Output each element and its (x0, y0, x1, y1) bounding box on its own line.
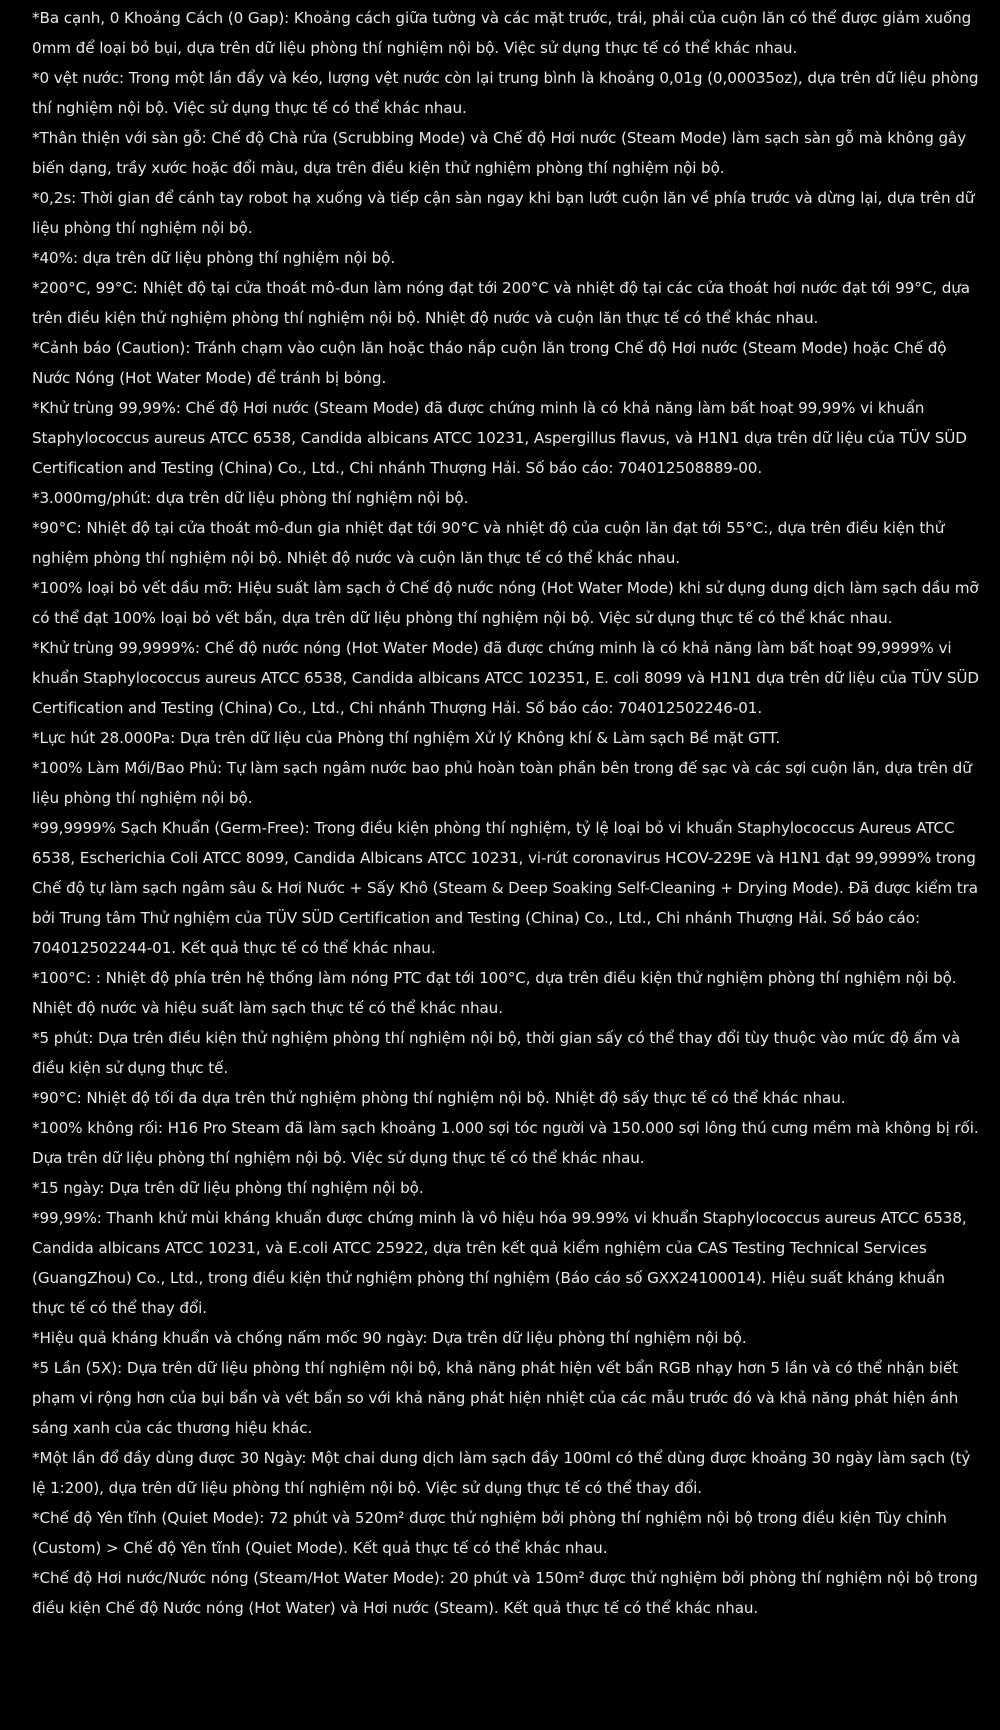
footnote-steam-sterilization: *Khử trùng 99,99%: Chế độ Hơi nước (Steam Mode) đã được chứng minh là có khả năng làm bất hoạt 99,99% vi khuẩn Staphylococcus aureus ATCC 6538, Candida albicans ATCC 10231, Aspergillus flavus, và H1N1 dựa trên dữ liệu của TÜV SÜD Certification and Testing (China) Co., Ltd., Chi nhánh Thượng Hải. Số báo cáo: 704012508889-00. (32, 399, 967, 477)
footnote-fifteen-days: *15 ngày: Dựa trên dữ liệu phòng thí nghiệm nội bộ. (32, 1179, 424, 1197)
footnote-ninety-day-antibacterial: *Hiệu quả kháng khuẩn và chống nấm mốc 90 ngày: Dựa trên dữ liệu phòng thí nghiệm nội bộ. (32, 1329, 747, 1347)
footnote-full-coverage: *100% Làm Mới/Bao Phủ: Tự làm sạch ngâm nước bao phủ hoàn toàn phần bên trong đế sạc và các sợi cuộn lăn, dựa trên dữ liệu phòng thí nghiệm nội bộ. (32, 759, 972, 807)
footnote-steam-temperature: *200°C, 99°C: Nhiệt độ tại cửa thoát mô-đun làm nóng đạt tới 200°C và nhiệt độ tại các cửa thoát hơi nước đạt tới 99°C, dựa trên điều kiện thử nghiệm phòng thí nghiệm nội bộ. Nhiệt độ nước và cuộn lăn thực tế có thể khác nhau. (32, 279, 971, 327)
footnote-dirt-detection: *5 Lần (5X): Dựa trên dữ liệu phòng thí nghiệm nội bộ, khả năng phát hiện vết bẩn RGB nhạy hơn 5 lần và có thể nhận biết phạm vi rộng hơn của bụi bẩn và vết bẩn so với khả năng phát hiện nhiệt của các mẫu trước đó và khả năng phát hiện ánh sáng xanh của các thương hiệu khác. (32, 1359, 959, 1437)
footnote-zero-water-streaks: *0 vệt nước: Trong một lần đẩy và kéo, lượng vệt nước còn lại trung bình là khoảng 0,01g (0,00035oz), dựa trên dữ liệu phòng thí nghiệm nội bộ. Việc sử dụng thực tế có thể khác nhau. (32, 69, 979, 117)
footnote-grease-removal: *100% loại bỏ vết dầu mỡ: Hiệu suất làm sạch ở Chế độ nước nóng (Hot Water Mode) khi sử dụng dung dịch làm sạch dầu mỡ có thể đạt 100% loại bỏ vết bẩn, dựa trên dữ liệu phòng thí nghiệm nội bộ. Việc sử dụng thực tế có thể khác nhau. (32, 579, 979, 627)
footnote-caution: *Cảnh báo (Caution): Tránh chạm vào cuộn lăn hoặc tháo nắp cuộn lăn trong Chế độ Hơi nước (Steam Mode) hoặc Chế độ Nước Nóng (Hot Water Mode) để tránh bị bỏng. (32, 339, 947, 387)
footnote-quiet-mode: *Chế độ Yên tĩnh (Quiet Mode): 72 phút và 520m² được thử nghiệm bởi phòng thí nghiệm nội bộ trong điều kiện Tùy chỉnh (Custom) > Chế độ Yên tĩnh (Quiet Mode). Kết quả thực tế có thể khác nhau. (32, 1509, 947, 1557)
footnote-three-sides-zero-gap: *Ba cạnh, 0 Khoảng Cách (0 Gap): Khoảng cách giữa tường và các mặt trước, trái, phải của cuộn lăn có thể được giảm xuống 0mm để loại bỏ bụi, dựa trên dữ liệu phòng thí nghiệm nội bộ. Việc sử dụng thực tế có thể khác nhau. (32, 9, 972, 57)
footnote-ptc-temperature: *100°C: : Nhiệt độ phía trên hệ thống làm nóng PTC đạt tới 100°C, dựa trên điều kiện thử nghiệm phòng thí nghiệm nội bộ. Nhiệt độ nước và hiệu suất làm sạch thực tế có thể khác nhau. (32, 969, 957, 1017)
footnote-steam-output: *3.000mg/phút: dựa trên dữ liệu phòng thí nghiệm nội bộ. (32, 489, 469, 507)
footnote-drying-time: *5 phút: Dựa trên điều kiện thử nghiệm phòng thí nghiệm nội bộ, thời gian sấy có thể thay đổi tùy thuộc vào mức độ ẩm và điều kiện sử dụng thực tế. (32, 1029, 961, 1077)
footnote-tangle-free: *100% không rối: H16 Pro Steam đã làm sạch khoảng 1.000 sợi tóc người và 150.000 sợi lông thú cưng mềm mà không bị rối. Dựa trên dữ liệu phòng thí nghiệm nội bộ. Việc sử dụng thực tế có thể khác nhau. (32, 1119, 979, 1167)
footnote-robot-arm-time: *0,2s: Thời gian để cánh tay robot hạ xuống và tiếp cận sàn ngay khi bạn lướt cuộn lăn về phía trước và dừng lại, dựa trên dữ liệu phòng thí nghiệm nội bộ. (32, 189, 975, 237)
footnote-hot-water-sterilization: *Khử trùng 99,9999%: Chế độ nước nóng (Hot Water Mode) đã được chứng minh là có khả năng làm bất hoạt 99,9999% vi khuẩn Staphylococcus aureus ATCC 6538, Candida albicans ATCC 102351, E. coli 8099 và H1N1 dựa trên dữ liệu của TÜV SÜD Certification and Testing (China) Co., Ltd., Chi nhánh Thượng Hải. Số báo cáo: 704012502246-01. (32, 639, 979, 717)
footnote-steam-hot-water-runtime: *Chế độ Hơi nước/Nước nóng (Steam/Hot Water Mode): 20 phút và 150m² được thử nghiệm bởi phòng thí nghiệm nội bộ trong điều kiện Chế độ Nước nóng (Hot Water) và Hơi nước (Steam). Kết quả thực tế có thể khác nhau. (32, 1569, 978, 1617)
footnote-wood-floor-friendly: *Thân thiện với sàn gỗ: Chế độ Chà rửa (Scrubbing Mode) và Chế độ Hơi nước (Steam Mode) làm sạch sàn gỗ mà không gây biến dạng, trầy xước hoặc đổi màu, dựa trên điều kiện thử nghiệm phòng thí nghiệm nội bộ. (32, 129, 967, 177)
footnote-drying-temperature: *90°C: Nhiệt độ tối đa dựa trên thử nghiệm phòng thí nghiệm nội bộ. Nhiệt độ sấy thực tế có thể khác nhau. (32, 1089, 846, 1107)
footnote-germ-free: *99,9999% Sạch Khuẩn (Germ-Free): Trong điều kiện phòng thí nghiệm, tỷ lệ loại bỏ vi khuẩn Staphylococcus Aureus ATCC 6538, Escherichia Coli ATCC 8099, Candida Albicans ATCC 10231, vi-rút coronavirus HCOV-229E và H1N1 đạt 99,9999% trong Chế độ tự làm sạch ngâm sâu & Hơi Nước + Sấy Khô (Steam & Deep Soaking Self-Cleaning + Drying Mode). Đã được kiểm tra bởi Trung tâm Thử nghiệm của TÜV SÜD Certification and Testing (China) Co., Ltd., Chi nhánh Thượng Hải. Số báo cáo: 704012502244-01. Kết quả thực tế có thể khác nhau. (32, 819, 978, 957)
footnote-antibacterial-bar: *99,99%: Thanh khử mùi kháng khuẩn được chứng minh là vô hiệu hóa 99.99% vi khuẩn Staphylococcus aureus ATCC 6538, Candida albicans ATCC 10231, và E.coli ATCC 25922, dựa trên kết quả kiểm nghiệm của CAS Testing Technical Services (GuangZhou) Co., Ltd., trong điều kiện thử nghiệm phòng thí nghiệm (Báo cáo số GXX24100014). Hiệu suất kháng khuẩn thực tế có thể thay đổi. (32, 1209, 967, 1317)
footnote-suction-power: *Lực hút 28.000Pa: Dựa trên dữ liệu của Phòng thí nghiệm Xử lý Không khí & Làm sạch Bề mặt GTT. (32, 729, 781, 747)
footnote-solution-refill: *Một lần đổ đầy dùng được 30 Ngày: Một chai dung dịch làm sạch đầy 100ml có thể dùng được khoảng 30 ngày làm sạch (tỷ lệ 1:200), dựa trên dữ liệu phòng thí nghiệm nội bộ. Việc sử dụng thực tế có thể thay đổi. (32, 1449, 971, 1497)
footnote-hot-water-temperature: *90°C: Nhiệt độ tại cửa thoát mô-đun gia nhiệt đạt tới 90°C và nhiệt độ của cuộn lăn đạt tới 55°C:, dựa trên điều kiện thử nghiệm phòng thí nghiệm nội bộ. Nhiệt độ nước và cuộn lăn thực tế có thể khác nhau. (32, 519, 945, 567)
footnote-forty-percent: *40%: dựa trên dữ liệu phòng thí nghiệm nội bộ. (32, 249, 396, 267)
